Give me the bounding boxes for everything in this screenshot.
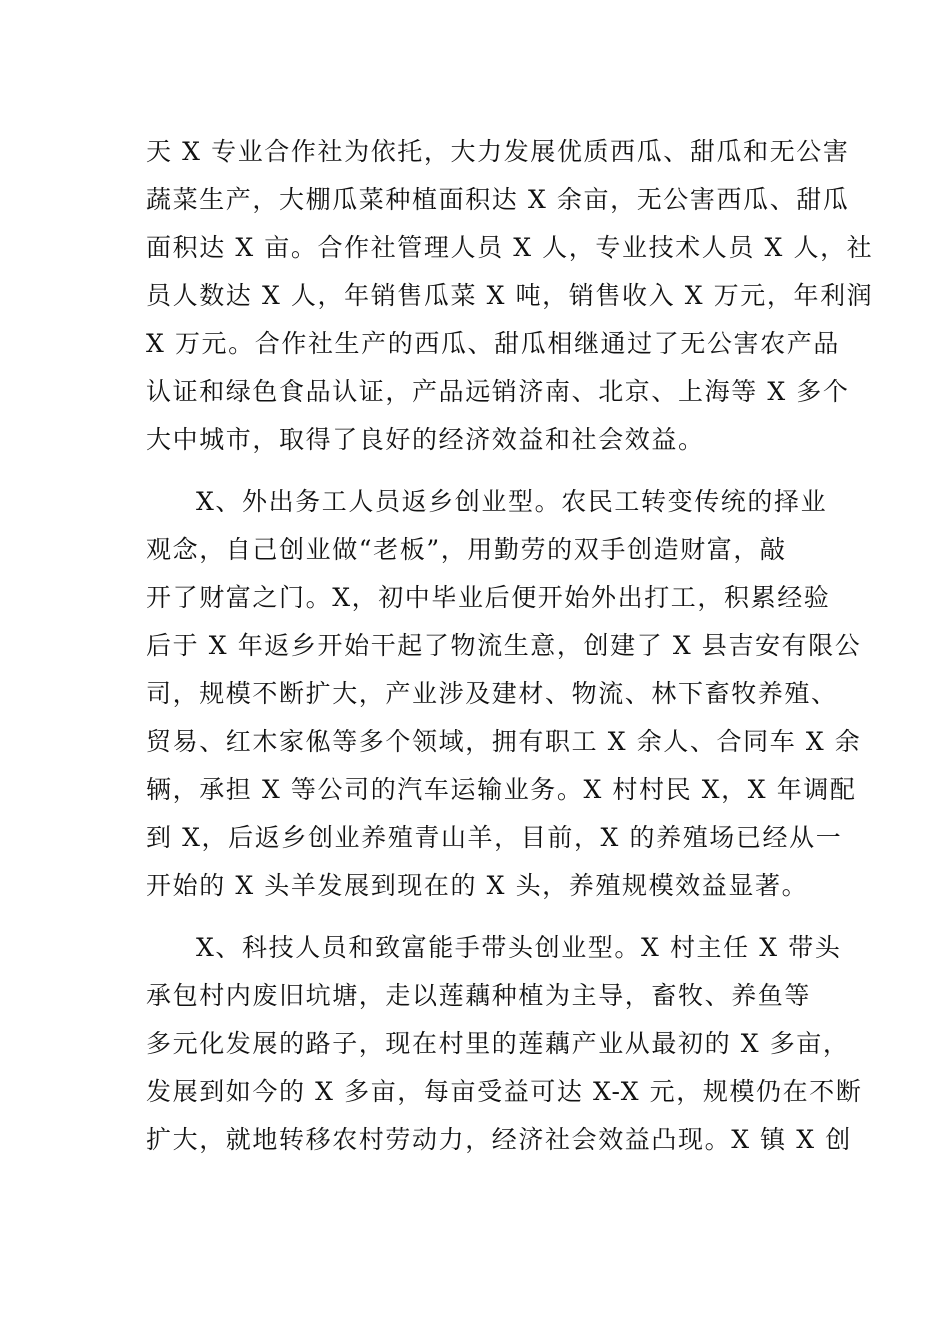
text-line: 多元化发展的路子，现在村里的莲藕产业从最初的 X 多亩， xyxy=(146,1029,850,1058)
text-line: X、科技人员和致富能手带头创业型。X 村主任 X 带头 xyxy=(196,933,842,962)
text-line: 后于 X 年返乡开始干起了物流生意，创建了 X 县吉安有限公 xyxy=(146,631,862,660)
text-line: 司，规模不断扩大，产业涉及建材、物流、林下畜牧养殖、 xyxy=(146,679,838,708)
text-line: 认证和绿色食品认证，产品远销济南、北京、上海等 X 多个 xyxy=(146,377,850,406)
text-line: 天 X 专业合作社为依托，大力发展优质西瓜、甜瓜和无公害 xyxy=(146,137,850,166)
text-line: X、外出务工人员返乡创业型。农民工转变传统的择业 xyxy=(196,487,828,516)
text-line: 大中城市，取得了良好的经济效益和社会效益。 xyxy=(146,425,705,454)
paragraph-3 xyxy=(146,924,863,1164)
text-line: 扩大，就地转移农村劳动力，经济社会效益凸现。X 镇 X 创 xyxy=(146,1125,852,1154)
text-line: X 万元。合作社生产的西瓜、甜瓜相继通过了无公害农产品 xyxy=(146,329,840,358)
text-line: 员人数达 X 人，年销售瓜菜 X 吨，销售收入 X 万元，年利润 xyxy=(146,281,874,310)
text-line: 开始的 X 头羊发展到现在的 X 头，养殖规模效益显著。 xyxy=(146,871,809,900)
text-line: 承包村内废旧坑塘，走以莲藕种植为主导，畜牧、养鱼等 xyxy=(146,981,812,1010)
document-body xyxy=(146,128,874,1164)
paragraph-1 xyxy=(146,128,874,464)
text-line: 辆，承担 X 等公司的汽车运输业务。X 村村民 X，X 年调配 xyxy=(146,775,857,804)
text-line: 发展到如今的 X 多亩，每亩受益可达 X-X 元，规模仍在不断 xyxy=(146,1077,863,1106)
paragraph-2 xyxy=(146,478,862,910)
text-line: 到 X，后返乡创业养殖青山羊，目前，X 的养殖场已经从一 xyxy=(146,823,843,852)
text-line: 开了财富之门。X，初中毕业后便开始外出打工，积累经验 xyxy=(146,583,831,612)
text-line: 观念，自己创业做“老板”，用勤劳的双手创造财富，敲 xyxy=(146,535,787,564)
text-line: 面积达 X 亩。合作社管理人员 X 人，专业技术人员 X 人，社 xyxy=(146,233,874,262)
text-line: 蔬菜生产，大棚瓜菜种植面积达 X 余亩，无公害西瓜、甜瓜 xyxy=(146,185,850,214)
text-line: 贸易、红木家俬等多个领域，拥有职工 X 余人、合同车 X 余 xyxy=(146,727,862,756)
